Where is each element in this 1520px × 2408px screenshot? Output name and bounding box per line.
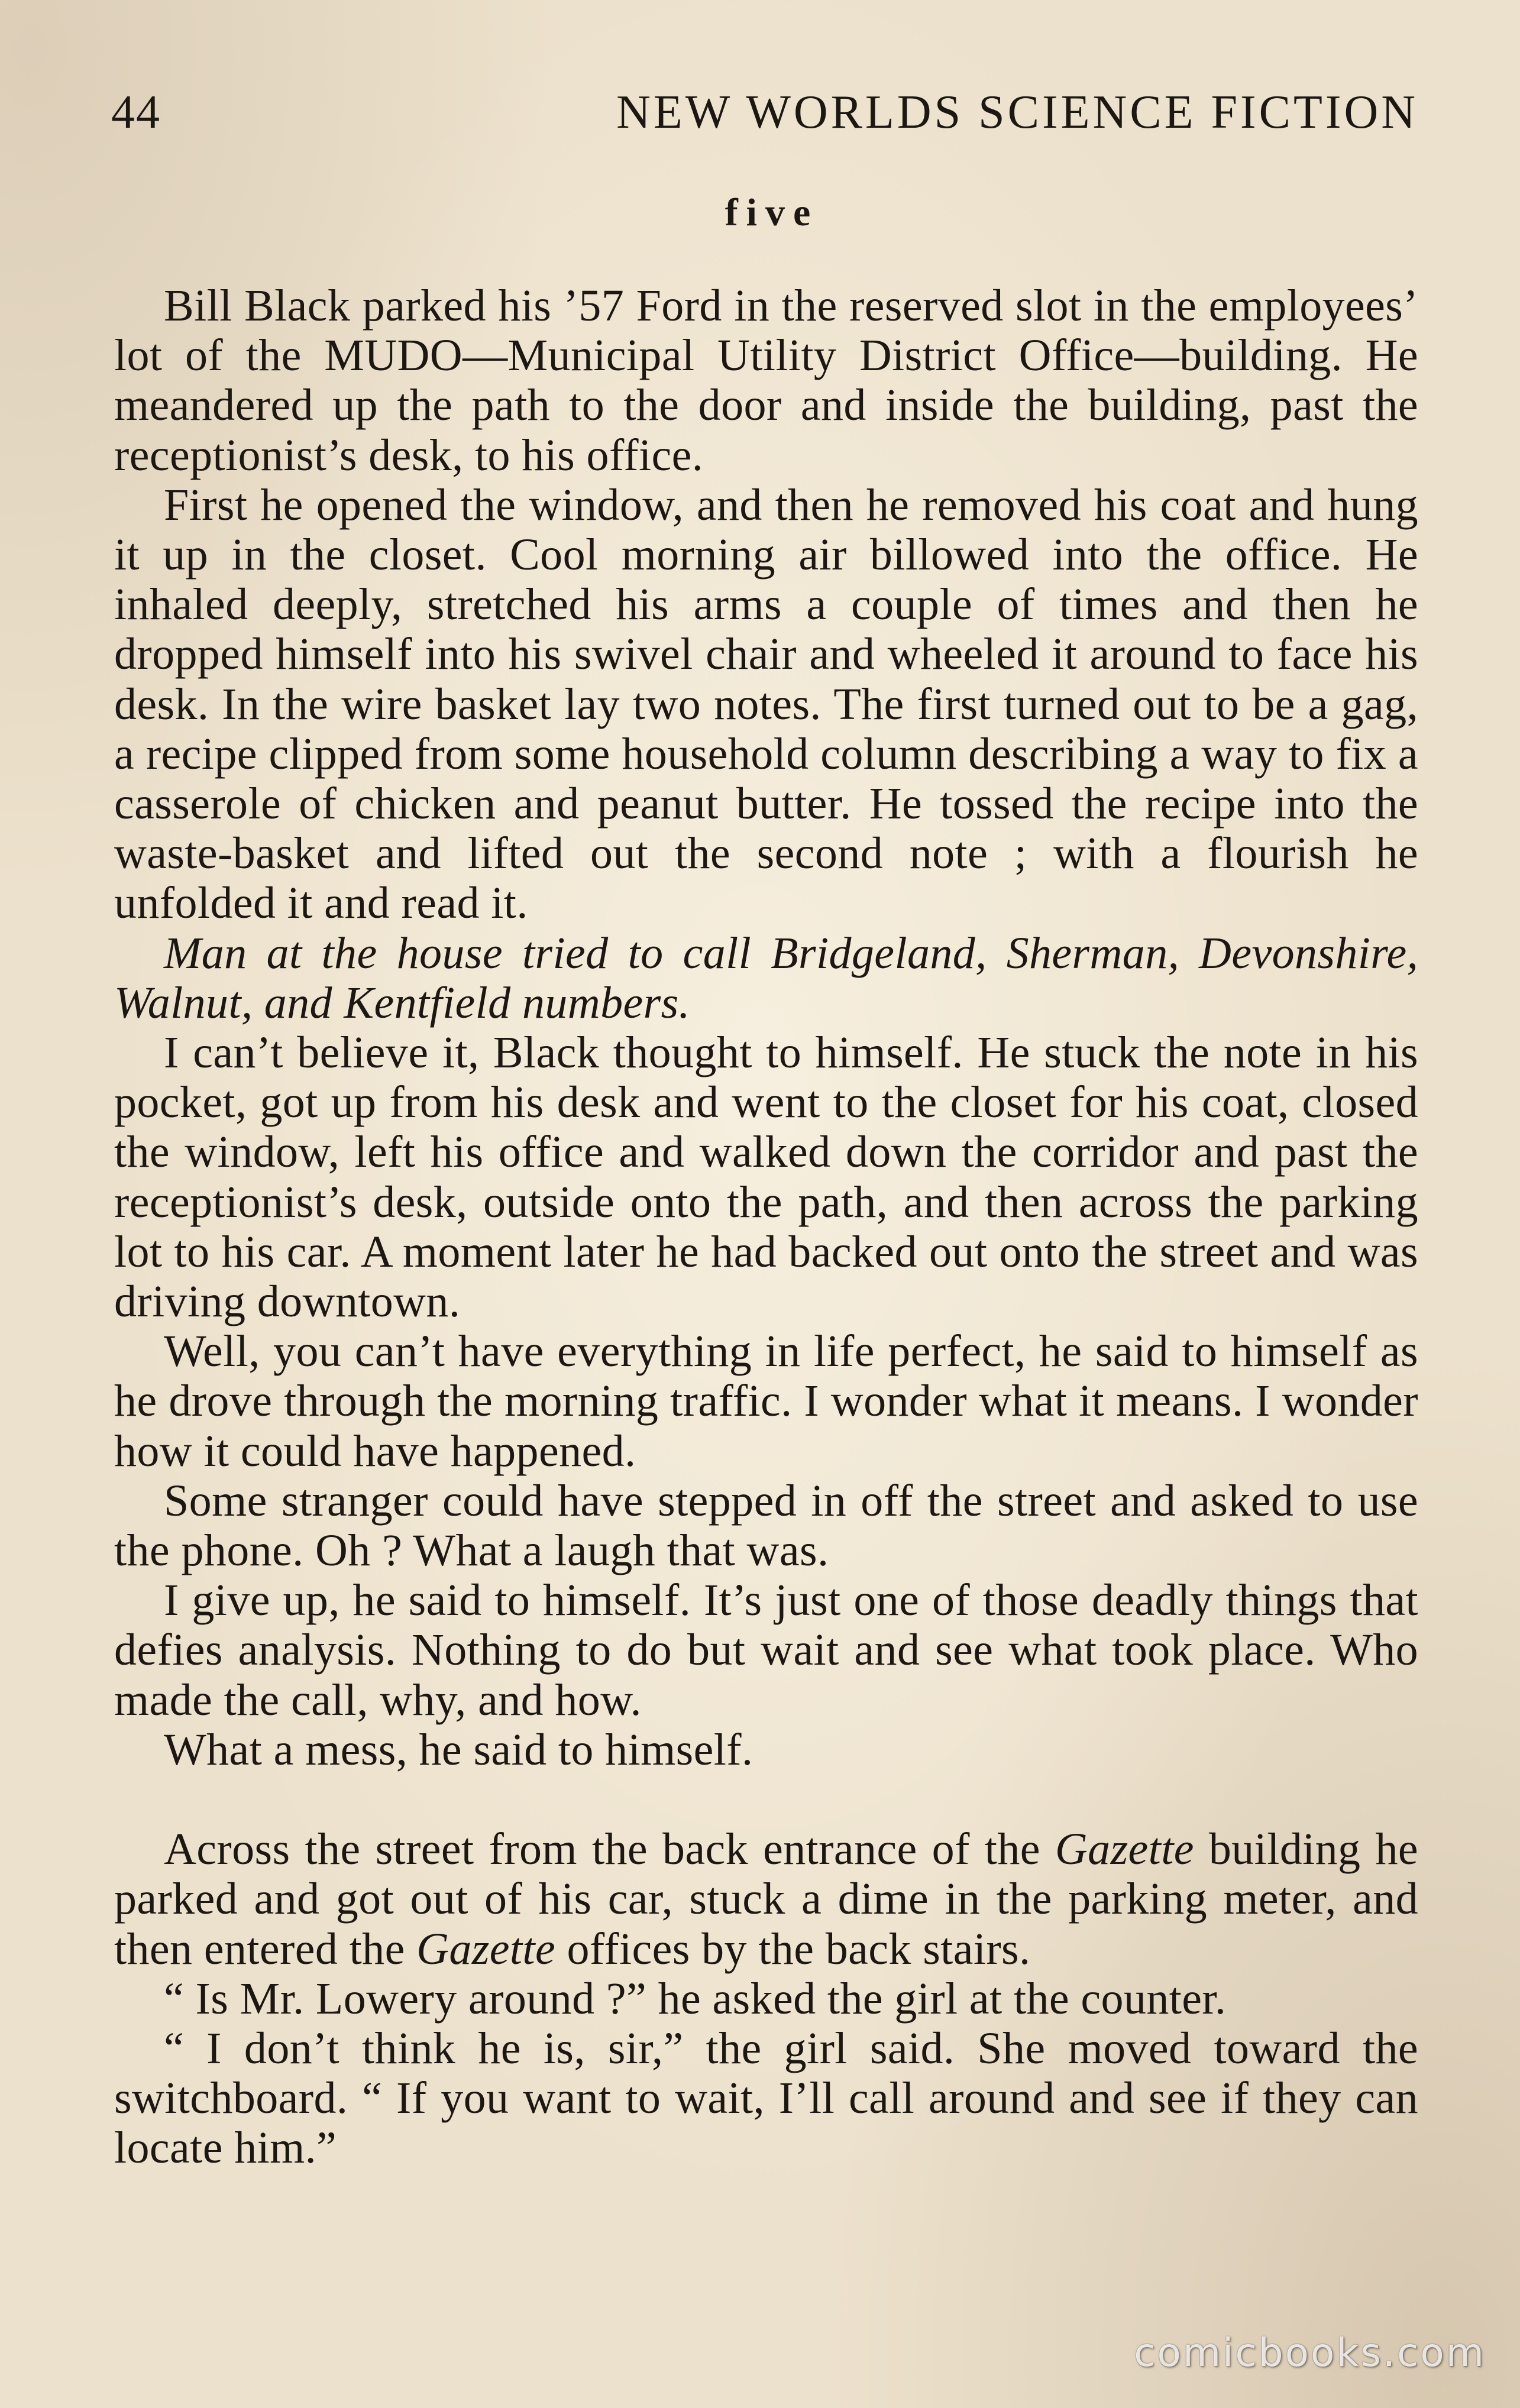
dialogue-paragraph: “ I don’t think he is, sir,” the girl said. She moved toward the switchboard. “ If you want to wait, I’ll call around and see if they can locate him.” xyxy=(114,2023,1418,2173)
paragraph: I can’t believe it, Black thought to himself. He stuck the note in his pocket, got up from his desk and went to the closet for his coat, closed the window, left his office and walked down the corridor and past the receptionist’s desk, outside onto the path, and then across the parking lot to his car. A moment later he had backed out onto the street and was driving downtown. xyxy=(114,1028,1418,1327)
gazette-italic: Gazette xyxy=(1055,1824,1194,1875)
chapter-title: five xyxy=(725,191,819,234)
paragraph: Some stranger could have stepped in off the street and asked to use the phone. Oh ? What a laugh that was. xyxy=(114,1475,1418,1576)
watermark: comicbooks.com xyxy=(1134,2330,1486,2375)
running-head: NEW WORLDS SCIENCE FICTION xyxy=(616,86,1418,138)
paragraph-text: Across the street from the back entrance of the xyxy=(164,1824,1055,1875)
paragraph: What a mess, he said to himself. xyxy=(164,1724,753,1775)
paragraph-text: offices by the back stairs. xyxy=(555,1924,1031,1974)
page-header xyxy=(111,80,1418,145)
body-text xyxy=(114,281,1418,2173)
paragraph: First he opened the window, and then he removed his coat and hung it up in the closet. Cool morning air billowed into the office. He inhaled deeply, stretched his arms a couple of times and then he dropped himself into his swivel chair and wheeled it around to face his desk. In the wire basket lay two notes. The first turned out to be a gag, a recipe clipped from some household column describing a way to fix a casserole of chicken and peanut butter. He tossed the recipe into the waste-basket and lifted out the second note ; with a flourish he unfolded it and read it. xyxy=(114,480,1418,928)
italic-note-paragraph: Man at the house tried to call Bridgeland, Sherman, Devonshire, Walnut, and Kentfield numbers. xyxy=(114,928,1418,1028)
dialogue-paragraph: “ Is Mr. Lowery around ?” he asked the girl at the counter. xyxy=(164,1973,1227,2024)
gazette-italic: Gazette xyxy=(416,1924,556,1974)
paragraph: I give up, he said to himself. It’s just one of those deadly things that defies analysis. Nothing to do but wait and see what took place. Who made the call, why, and how. xyxy=(114,1575,1418,1725)
paragraph: Bill Black parked his ’57 Ford in the reserved slot in the employees’ lot of the MUDO—Municipal Utility District Office—building. He meandered up the path to the door and inside the building, past the receptionist’s desk, to his office. xyxy=(114,281,1418,480)
gazette-paragraph xyxy=(114,1824,1418,1974)
paragraph-text: building he parked and got out of his car, stuck a dime in the parking meter, and then entered the xyxy=(114,1824,1418,1974)
page-number: 44 xyxy=(111,86,161,138)
paragraph: Well, you can’t have everything in life perfect, he said to himself as he drove through the morning traffic. I wonder what it means. I wonder how it could have happened. xyxy=(114,1326,1418,1476)
